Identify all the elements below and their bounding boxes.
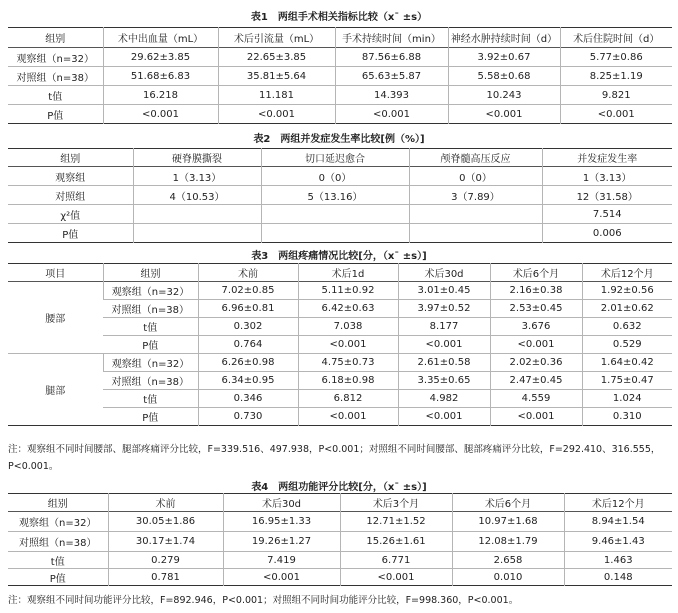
table-cell: P值: [8, 105, 103, 124]
table-cell: 12（31.58）: [542, 186, 672, 205]
table3: [8, 263, 672, 426]
table-cell: 6.812: [298, 390, 398, 408]
table-cell: 30.17±1.74: [108, 532, 223, 552]
table-cell: 4.982: [398, 390, 490, 408]
table-cell: <0.001: [103, 105, 218, 124]
table3-group-leg: 腿部: [8, 354, 103, 426]
table-cell: 6.42±0.63: [298, 300, 398, 318]
table-cell: <0.001: [398, 408, 490, 426]
table-cell: <0.001: [490, 408, 582, 426]
table-cell: 3.92±0.67: [448, 48, 560, 67]
table-cell: <0.001: [560, 105, 672, 124]
table-cell: 观察组（n=32）: [103, 354, 198, 372]
table-cell: 0.529: [582, 336, 672, 354]
table-cell: t值: [103, 390, 198, 408]
table-cell: 2.01±0.62: [582, 300, 672, 318]
table-cell: [133, 205, 261, 224]
table3-group-waist: 腰部: [8, 282, 103, 354]
table3-header: 术前: [198, 264, 298, 282]
table-cell: 0.279: [108, 552, 223, 569]
table-cell: P值: [103, 408, 198, 426]
table-cell: 对照组（n=38）: [103, 372, 198, 390]
table2-header: 组别: [60, 154, 81, 165]
table-cell: <0.001: [218, 105, 335, 124]
table-cell: 3.676: [490, 318, 582, 336]
table-cell: 对照组（n=38）: [8, 67, 103, 86]
table-cell: 16.218: [103, 86, 218, 105]
table1: [8, 27, 672, 124]
table-cell: 11.181: [218, 86, 335, 105]
table1-header: 手术持续时间（min）: [335, 28, 448, 48]
table-cell: 对照组（n=38）: [103, 300, 198, 318]
table-cell: 12.71±1.52: [340, 512, 452, 532]
table-cell: [409, 224, 542, 243]
table-cell: <0.001: [398, 336, 490, 354]
table2-caption: 表2 两组并发症发生率比较[例（%）]: [253, 134, 425, 145]
table-cell: <0.001: [490, 336, 582, 354]
table-cell: <0.001: [335, 105, 448, 124]
table1-header: 术后引流量（mL）: [218, 28, 335, 48]
table-cell: 51.68±6.83: [103, 67, 218, 86]
table3-header: 术后1d: [298, 264, 398, 282]
table-cell: 6.96±0.81: [198, 300, 298, 318]
table-cell: 0.730: [198, 408, 298, 426]
table4-header: 术后3个月: [340, 494, 452, 512]
table-cell: 观察组（n=32）: [8, 48, 103, 67]
table-cell: 9.821: [560, 86, 672, 105]
table-cell: 16.95±1.33: [223, 512, 340, 532]
table-cell: 10.97±1.68: [452, 512, 564, 532]
table2-header: 颅脊髓高压反应: [409, 149, 542, 167]
table-cell: 3.97±0.52: [398, 300, 490, 318]
table4-note: 注：观察组不同时间功能评分比较，F=892.946，P<0.001；对照组不同时间功能评分比较，F=998.360，P<0.001。: [8, 595, 519, 606]
table1-header: 术中出血量（mL）: [103, 28, 218, 48]
table-cell: <0.001: [448, 105, 560, 124]
table-cell: 2.16±0.38: [490, 282, 582, 300]
table1-header: 神经水肿持续时间（d）: [448, 28, 560, 48]
table-cell: 29.62±3.85: [103, 48, 218, 67]
table-cell: 19.26±1.27: [223, 532, 340, 552]
table2: [8, 148, 672, 243]
table1-caption: 表1 两组手术相关指标比较（x¯ ±s）: [250, 12, 428, 23]
table3-header: 组别: [103, 264, 198, 282]
table-cell: <0.001: [298, 336, 398, 354]
table-cell: [133, 224, 261, 243]
table-cell: 1.024: [582, 390, 672, 408]
table-cell: <0.001: [223, 569, 340, 586]
table-cell: 30.05±1.86: [108, 512, 223, 532]
table-cell: <0.001: [340, 569, 452, 586]
table-cell: 7.419: [223, 552, 340, 569]
table-cell: 1（3.13）: [133, 167, 261, 186]
table-cell: 7.038: [298, 318, 398, 336]
table-cell: 4（10.53）: [133, 186, 261, 205]
table-cell: 观察组: [8, 167, 133, 186]
table-cell: 观察组（n=32）: [8, 512, 108, 532]
table-cell: 8.25±1.19: [560, 67, 672, 86]
table1-header: 组别: [45, 34, 66, 45]
table-cell: 0.346: [198, 390, 298, 408]
table4-caption: 表4 两组功能评分比较[分，（x¯ ±s）]: [251, 482, 427, 493]
table-cell: 9.46±1.43: [564, 532, 672, 552]
table-cell: 8.94±1.54: [564, 512, 672, 532]
table4-header: 术后12个月: [564, 494, 672, 512]
table-cell: 0（0）: [261, 167, 409, 186]
table-cell: 1（3.13）: [542, 167, 672, 186]
table3-header: 术后30d: [398, 264, 490, 282]
table-cell: P值: [8, 569, 108, 586]
table-cell: 0.632: [582, 318, 672, 336]
table-cell: 对照组: [8, 186, 133, 205]
table4-header: 术前: [108, 494, 223, 512]
table-cell: 6.26±0.98: [198, 354, 298, 372]
table-cell: 15.26±1.61: [340, 532, 452, 552]
table-cell: 对照组（n=38）: [8, 532, 108, 552]
table-cell: 7.514: [542, 205, 672, 224]
table-cell: 14.393: [335, 86, 448, 105]
table-cell: 5.77±0.86: [560, 48, 672, 67]
table-cell: [261, 224, 409, 243]
table2-header: 硬脊膜撕裂: [133, 149, 261, 167]
table-cell: t值: [8, 86, 103, 105]
table-cell: 1.463: [564, 552, 672, 569]
table-cell: 6.771: [340, 552, 452, 569]
table4-header: 组别: [47, 499, 68, 510]
table-cell: 87.56±6.88: [335, 48, 448, 67]
table-cell: 1.92±0.56: [582, 282, 672, 300]
table3-header: 术后6个月: [490, 264, 582, 282]
table-cell: t值: [8, 552, 108, 569]
table-cell: 0.781: [108, 569, 223, 586]
table-cell: 10.243: [448, 86, 560, 105]
table3-note: 注：观察组不同时间腰部、腿部疼痛评分比较，F=339.516、497.938，P<0.001；对照组不同时间腰部、腿部疼痛评分比较，F=292.410、316.555，P<0.001。: [8, 444, 661, 472]
table-cell: 1.64±0.42: [582, 354, 672, 372]
table-cell: 5.11±0.92: [298, 282, 398, 300]
table-cell: 22.65±3.85: [218, 48, 335, 67]
table-cell: 0.764: [198, 336, 298, 354]
table-cell: <0.001: [298, 408, 398, 426]
table-cell: 0.148: [564, 569, 672, 586]
table-cell: 2.53±0.45: [490, 300, 582, 318]
table-cell: 6.34±0.95: [198, 372, 298, 390]
table-cell: 7.02±0.85: [198, 282, 298, 300]
table-cell: 35.81±5.64: [218, 67, 335, 86]
table2-header: 并发症发生率: [542, 149, 672, 167]
table-cell: 12.08±1.79: [452, 532, 564, 552]
table-cell: P值: [103, 336, 198, 354]
table-cell: 4.559: [490, 390, 582, 408]
table4: [8, 493, 672, 586]
table4-header: 术后30d: [223, 494, 340, 512]
table-cell: 2.47±0.45: [490, 372, 582, 390]
table-cell: 0（0）: [409, 167, 542, 186]
table-cell: χ²值: [8, 205, 133, 224]
table-cell: 3.01±0.45: [398, 282, 490, 300]
table-cell: P值: [8, 224, 133, 243]
table-cell: [261, 205, 409, 224]
table-cell: 1.75±0.47: [582, 372, 672, 390]
table-cell: 0.006: [542, 224, 672, 243]
table-cell: 5（13.16）: [261, 186, 409, 205]
table-cell: 8.177: [398, 318, 490, 336]
table3-header: 项目: [45, 269, 66, 280]
table-cell: 5.58±0.68: [448, 67, 560, 86]
table3-header: 术后12个月: [582, 264, 672, 282]
table-cell: 0.310: [582, 408, 672, 426]
table3-caption: 表3 两组疼痛情况比较[分，（x¯ ±s）]: [251, 251, 427, 262]
table-cell: 3（7.89）: [409, 186, 542, 205]
table-cell: 4.75±0.73: [298, 354, 398, 372]
table-cell: 65.63±5.87: [335, 67, 448, 86]
table-cell: t值: [103, 318, 198, 336]
table1-header: 术后住院时间（d）: [560, 28, 672, 48]
table-cell: [409, 205, 542, 224]
table-cell: 0.302: [198, 318, 298, 336]
table2-header: 切口延迟愈合: [261, 149, 409, 167]
table-cell: 2.658: [452, 552, 564, 569]
table-cell: 2.61±0.58: [398, 354, 490, 372]
table-cell: 0.010: [452, 569, 564, 586]
table-cell: 2.02±0.36: [490, 354, 582, 372]
table4-header: 术后6个月: [452, 494, 564, 512]
table-cell: 6.18±0.98: [298, 372, 398, 390]
table-cell: 观察组（n=32）: [103, 282, 198, 300]
table-cell: 3.35±0.65: [398, 372, 490, 390]
